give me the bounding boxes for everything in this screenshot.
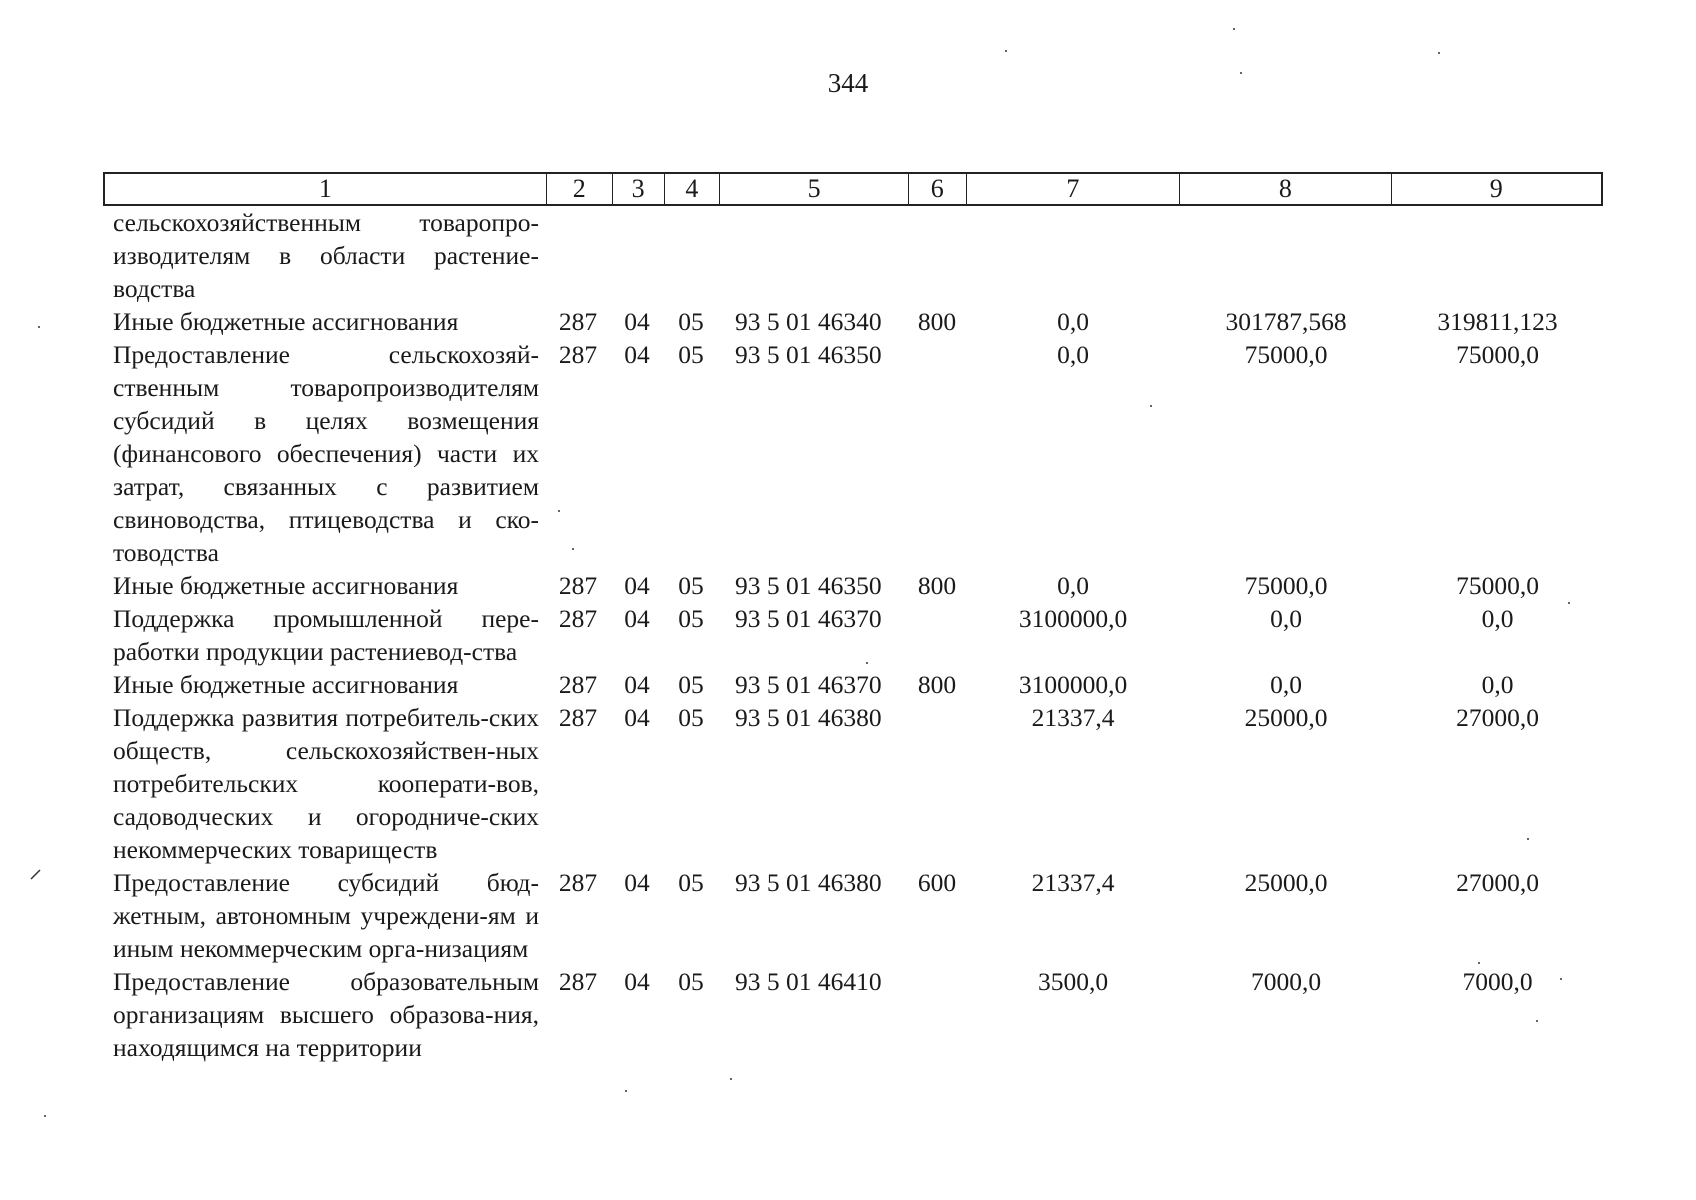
scan-speck bbox=[1150, 405, 1152, 407]
row-cell-c9: 319811,123 bbox=[1437, 307, 1558, 336]
row-cell-c6: 800 bbox=[917, 571, 957, 600]
row-cell-c4: 05 bbox=[678, 868, 704, 897]
row-cell-c7: 0,0 bbox=[1057, 340, 1089, 369]
header-col-6: 6 bbox=[908, 174, 966, 204]
table-row bbox=[103, 866, 1603, 965]
row-cell-c4: 05 bbox=[678, 670, 704, 699]
scan-speck bbox=[1438, 52, 1440, 54]
row-cell-c4: 05 bbox=[678, 571, 704, 600]
page-number: 344 bbox=[827, 68, 869, 98]
header-col-4: 4 bbox=[664, 174, 720, 204]
row-cell-c9: 0,0 bbox=[1481, 670, 1514, 699]
row-cell-c5: 93 5 01 46350 bbox=[735, 571, 882, 600]
row-cell-c2: 287 bbox=[558, 703, 598, 732]
row-cell-c2: 287 bbox=[558, 571, 598, 600]
scan-speck bbox=[1005, 50, 1007, 52]
row-cell-c8: 25000,0 bbox=[1244, 868, 1328, 897]
table-row bbox=[103, 701, 1603, 866]
row-cell-c2 bbox=[545, 206, 611, 305]
row-cell-c7: 0,0 bbox=[1057, 571, 1089, 600]
scan-speck bbox=[1233, 28, 1235, 30]
scan-speck bbox=[572, 548, 574, 550]
row-cell-c5: 93 5 01 46370 bbox=[735, 670, 882, 699]
row-cell-c3: 04 bbox=[624, 868, 650, 897]
table-row bbox=[103, 338, 1603, 569]
row-cell-c3: 04 bbox=[624, 604, 650, 633]
row-cell-c9 bbox=[1392, 206, 1603, 305]
row-cell-c4: 05 bbox=[678, 604, 704, 633]
table-body bbox=[103, 206, 1603, 1064]
row-description: Предоставление образовательным организациям высшего образова-ния, находящимся на территории bbox=[113, 967, 539, 1062]
row-cell-c3 bbox=[611, 206, 663, 305]
row-cell-c6: 800 bbox=[917, 670, 957, 699]
row-cell-c4 bbox=[663, 206, 719, 305]
scan-speck bbox=[1240, 72, 1242, 74]
scan-speck bbox=[1560, 978, 1562, 980]
row-cell-c5: 93 5 01 46410 bbox=[735, 967, 882, 996]
header-col-7: 7 bbox=[966, 174, 1179, 204]
row-description: Иные бюджетные ассигнования bbox=[113, 307, 459, 336]
row-cell-c7: 3500,0 bbox=[1037, 967, 1109, 996]
row-cell-c2: 287 bbox=[558, 604, 598, 633]
table-row bbox=[103, 569, 1603, 602]
scan-speck bbox=[44, 1115, 46, 1117]
row-cell-c2: 287 bbox=[558, 670, 598, 699]
scan-speck bbox=[866, 662, 868, 664]
row-cell-c8: 7000,0 bbox=[1250, 967, 1322, 996]
row-description: сельскохозяйственным товаропро-изводителям в области растение-водства bbox=[113, 208, 539, 303]
header-col-1: 1 bbox=[318, 174, 332, 203]
row-cell-c4: 05 bbox=[678, 703, 704, 732]
table-row bbox=[103, 965, 1603, 1064]
row-cell-c6 bbox=[908, 602, 966, 668]
table-row bbox=[103, 206, 1603, 305]
row-description: Поддержка промышленной пере-работки продукции растениевод-ства bbox=[113, 604, 539, 666]
row-cell-c5: 93 5 01 46350 bbox=[735, 340, 882, 369]
row-cell-c5: 93 5 01 46340 bbox=[735, 307, 882, 336]
scan-speck bbox=[1568, 602, 1570, 604]
scan-speck bbox=[730, 1078, 732, 1080]
table-row bbox=[103, 668, 1603, 701]
row-cell-c7 bbox=[966, 206, 1180, 305]
row-cell-c6: 600 bbox=[917, 868, 957, 897]
scan-speck bbox=[38, 326, 40, 328]
row-cell-c7: 3100000,0 bbox=[1018, 670, 1128, 699]
scan-speck bbox=[558, 510, 560, 512]
row-cell-c6 bbox=[908, 206, 966, 305]
row-cell-c8: 25000,0 bbox=[1244, 703, 1328, 732]
row-cell-c2: 287 bbox=[558, 307, 598, 336]
scan-stroke bbox=[28, 866, 44, 882]
row-cell-c3: 04 bbox=[624, 340, 650, 369]
row-cell-c2: 287 bbox=[558, 967, 598, 996]
row-cell-c2: 287 bbox=[558, 868, 598, 897]
row-cell-c9: 7000,0 bbox=[1462, 967, 1533, 996]
row-cell-c9: 27000,0 bbox=[1456, 703, 1539, 732]
scan-speck bbox=[625, 1090, 627, 1092]
row-cell-c8: 301787,568 bbox=[1225, 307, 1347, 336]
row-cell-c8: 75000,0 bbox=[1244, 340, 1328, 369]
row-cell-c8 bbox=[1180, 206, 1392, 305]
row-cell-c9: 75000,0 bbox=[1456, 571, 1539, 600]
budget-table bbox=[103, 172, 1603, 1064]
row-cell-c4: 05 bbox=[678, 307, 704, 336]
header-col-9: 9 bbox=[1391, 174, 1601, 204]
row-cell-c5 bbox=[719, 206, 908, 305]
header-col-5: 5 bbox=[719, 174, 908, 204]
row-cell-c8: 75000,0 bbox=[1244, 571, 1328, 600]
scan-speck bbox=[1527, 838, 1529, 840]
row-description: Иные бюджетные ассигнования bbox=[113, 571, 459, 600]
row-cell-c4: 05 bbox=[678, 340, 704, 369]
row-cell-c5: 93 5 01 46380 bbox=[735, 868, 882, 897]
row-cell-c7: 3100000,0 bbox=[1018, 604, 1128, 633]
row-cell-c3: 04 bbox=[624, 670, 650, 699]
row-cell-c3: 04 bbox=[624, 703, 650, 732]
row-cell-c5: 93 5 01 46370 bbox=[735, 604, 882, 633]
table-row bbox=[103, 305, 1603, 338]
header-col-8: 8 bbox=[1179, 174, 1390, 204]
table-header bbox=[103, 172, 1603, 206]
header-col-3: 3 bbox=[612, 174, 664, 204]
row-cell-c6 bbox=[908, 338, 966, 569]
row-cell-c7: 21337,4 bbox=[1031, 868, 1115, 897]
scan-speck bbox=[1536, 1020, 1538, 1022]
row-description: Предоставление сельскохозяй-ственным товаропроизводителям субсидий в целях возмещения (финансового обеспечения) части их затрат, связанных с развитием свиноводства, птицеводства и ско-товодства bbox=[113, 340, 539, 567]
row-cell-c3: 04 bbox=[624, 307, 650, 336]
row-description: Поддержка развития потребитель-ских обществ, сельскохозяйствен-ных потребительских кооперати-вов, садоводческих и огородниче-ских некоммерческих товариществ bbox=[113, 703, 539, 864]
row-description: Иные бюджетные ассигнования bbox=[113, 670, 459, 699]
row-cell-c8: 0,0 bbox=[1270, 604, 1302, 633]
row-cell-c6 bbox=[908, 701, 966, 866]
row-cell-c9: 75000,0 bbox=[1456, 340, 1539, 369]
row-cell-c7: 0,0 bbox=[1057, 307, 1089, 336]
row-cell-c8: 0,0 bbox=[1270, 670, 1302, 699]
row-cell-c6: 800 bbox=[917, 307, 957, 336]
row-cell-c4: 05 bbox=[678, 967, 704, 996]
row-cell-c9: 27000,0 bbox=[1456, 868, 1539, 897]
row-cell-c3: 04 bbox=[624, 967, 650, 996]
row-description: Предоставление субсидий бюд-жетным, автономным учреждени-ям и иным некоммерческим орга-низациям bbox=[113, 868, 539, 963]
row-cell-c9: 0,0 bbox=[1481, 604, 1514, 633]
header-col-2: 2 bbox=[546, 174, 612, 204]
row-cell-c2: 287 bbox=[558, 340, 598, 369]
row-cell-c7: 21337,4 bbox=[1031, 703, 1115, 732]
row-cell-c6 bbox=[908, 965, 966, 1064]
table-row bbox=[103, 602, 1603, 668]
row-cell-c5: 93 5 01 46380 bbox=[735, 703, 882, 732]
row-cell-c3: 04 bbox=[624, 571, 650, 600]
scan-speck bbox=[1478, 962, 1480, 964]
